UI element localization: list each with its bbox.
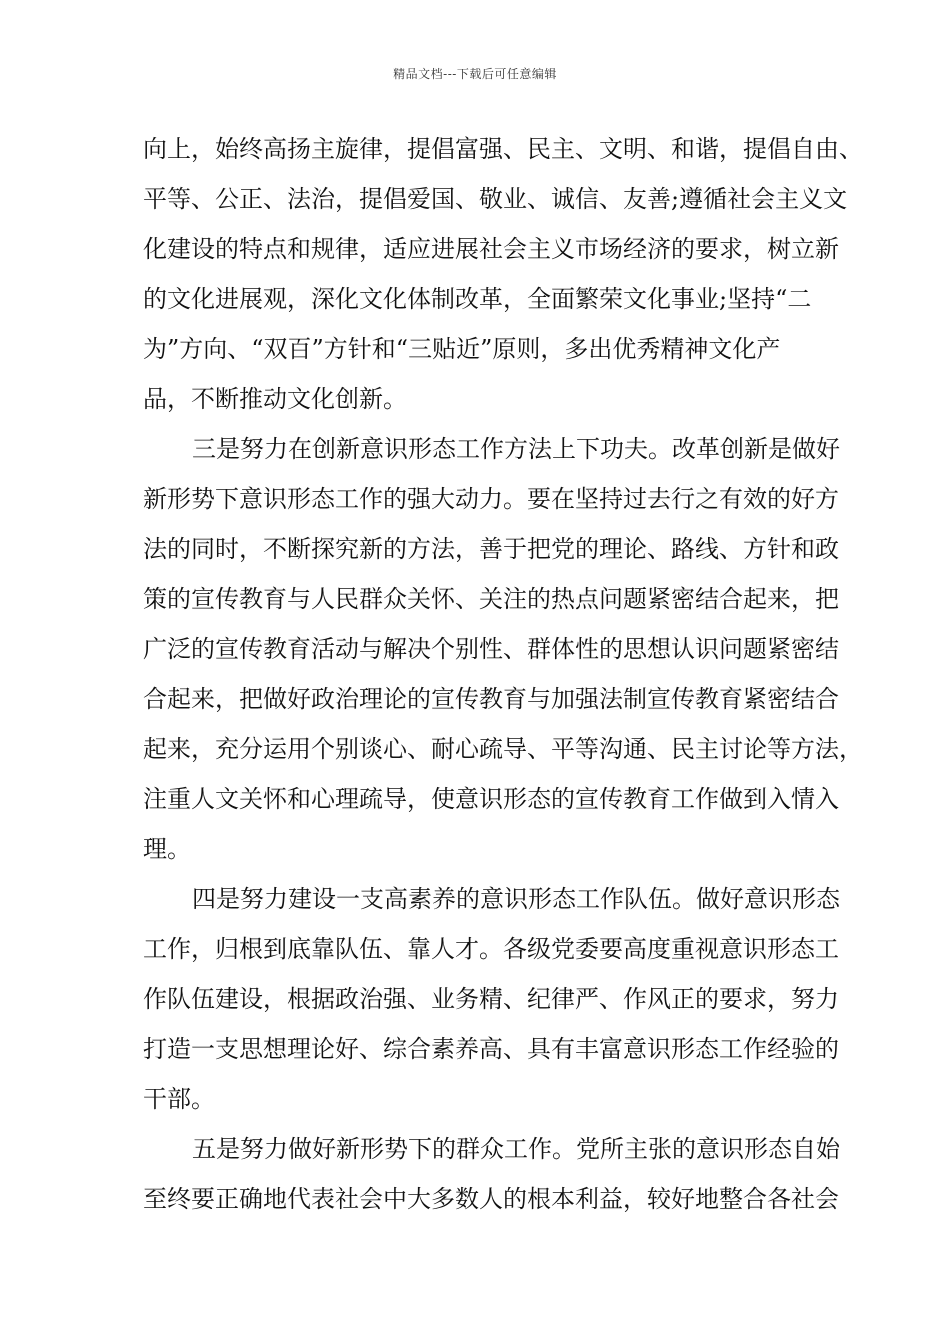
text-line: 为”方向、“双百”方针和“三贴近”原则，多出优秀精神文化产: [143, 335, 781, 363]
text-line: 至终要正确地代表社会中大多数人的根本利益，较好地整合各社会: [143, 1185, 839, 1213]
paragraph-start-line: 五是努力做好新形势下的群众工作。党所主张的意识形态自始: [192, 1135, 840, 1163]
text-line: 品，不断推动文化创新。: [143, 385, 407, 413]
text-line: 作队伍建设，根据政治强、业务精、纪律严、作风正的要求，努力: [143, 985, 839, 1013]
text-line: 平等、公正、法治，提倡爱国、敬业、诚信、友善;遵循社会主义文: [143, 185, 848, 213]
text-line: 新形势下意识形态工作的强大动力。要在坚持过去行之有效的好方: [143, 485, 839, 513]
page-header: 精品文档---下载后可任意编辑: [393, 67, 557, 81]
text-line: 起来，充分运用个别谈心、耐心疏导、平等沟通、民主讨论等方法，: [143, 735, 863, 763]
text-line: 法的同时，不断探究新的方法，善于把党的理论、路线、方针和政: [143, 535, 839, 563]
paragraph-start-line: 三是努力在创新意识形态工作方法上下功夫。改革创新是做好: [192, 435, 840, 463]
text-line: 干部。: [143, 1085, 215, 1113]
text-line: 工作，归根到底靠队伍、靠人才。各级党委要高度重视意识形态工: [143, 935, 839, 963]
text-line: 策的宣传教育与人民群众关怀、关注的热点问题紧密结合起来，把: [143, 585, 839, 613]
paragraph-start-line: 四是努力建设一支高素养的意识形态工作队伍。做好意识形态: [192, 885, 840, 913]
text-line: 注重人文关怀和心理疏导，使意识形态的宣传教育工作做到入情入: [143, 785, 839, 813]
text-line: 广泛的宣传教育活动与解决个别性、群体性的思想认识问题紧密结: [143, 635, 839, 663]
text-line: 向上，始终高扬主旋律，提倡富强、民主、文明、和谐，提倡自由、: [143, 135, 863, 163]
text-line: 化建设的特点和规律，适应进展社会主义市场经济的要求，树立新: [143, 235, 839, 263]
text-line: 打造一支思想理论好、综合素养高、具有丰富意识形态工作经验的: [143, 1035, 839, 1063]
text-line: 合起来，把做好政治理论的宣传教育与加强法制宣传教育紧密结合: [143, 685, 839, 713]
text-line: 理。: [143, 835, 191, 863]
text-line: 的文化进展观，深化文化体制改革，全面繁荣文化事业;坚持“二: [143, 285, 812, 313]
